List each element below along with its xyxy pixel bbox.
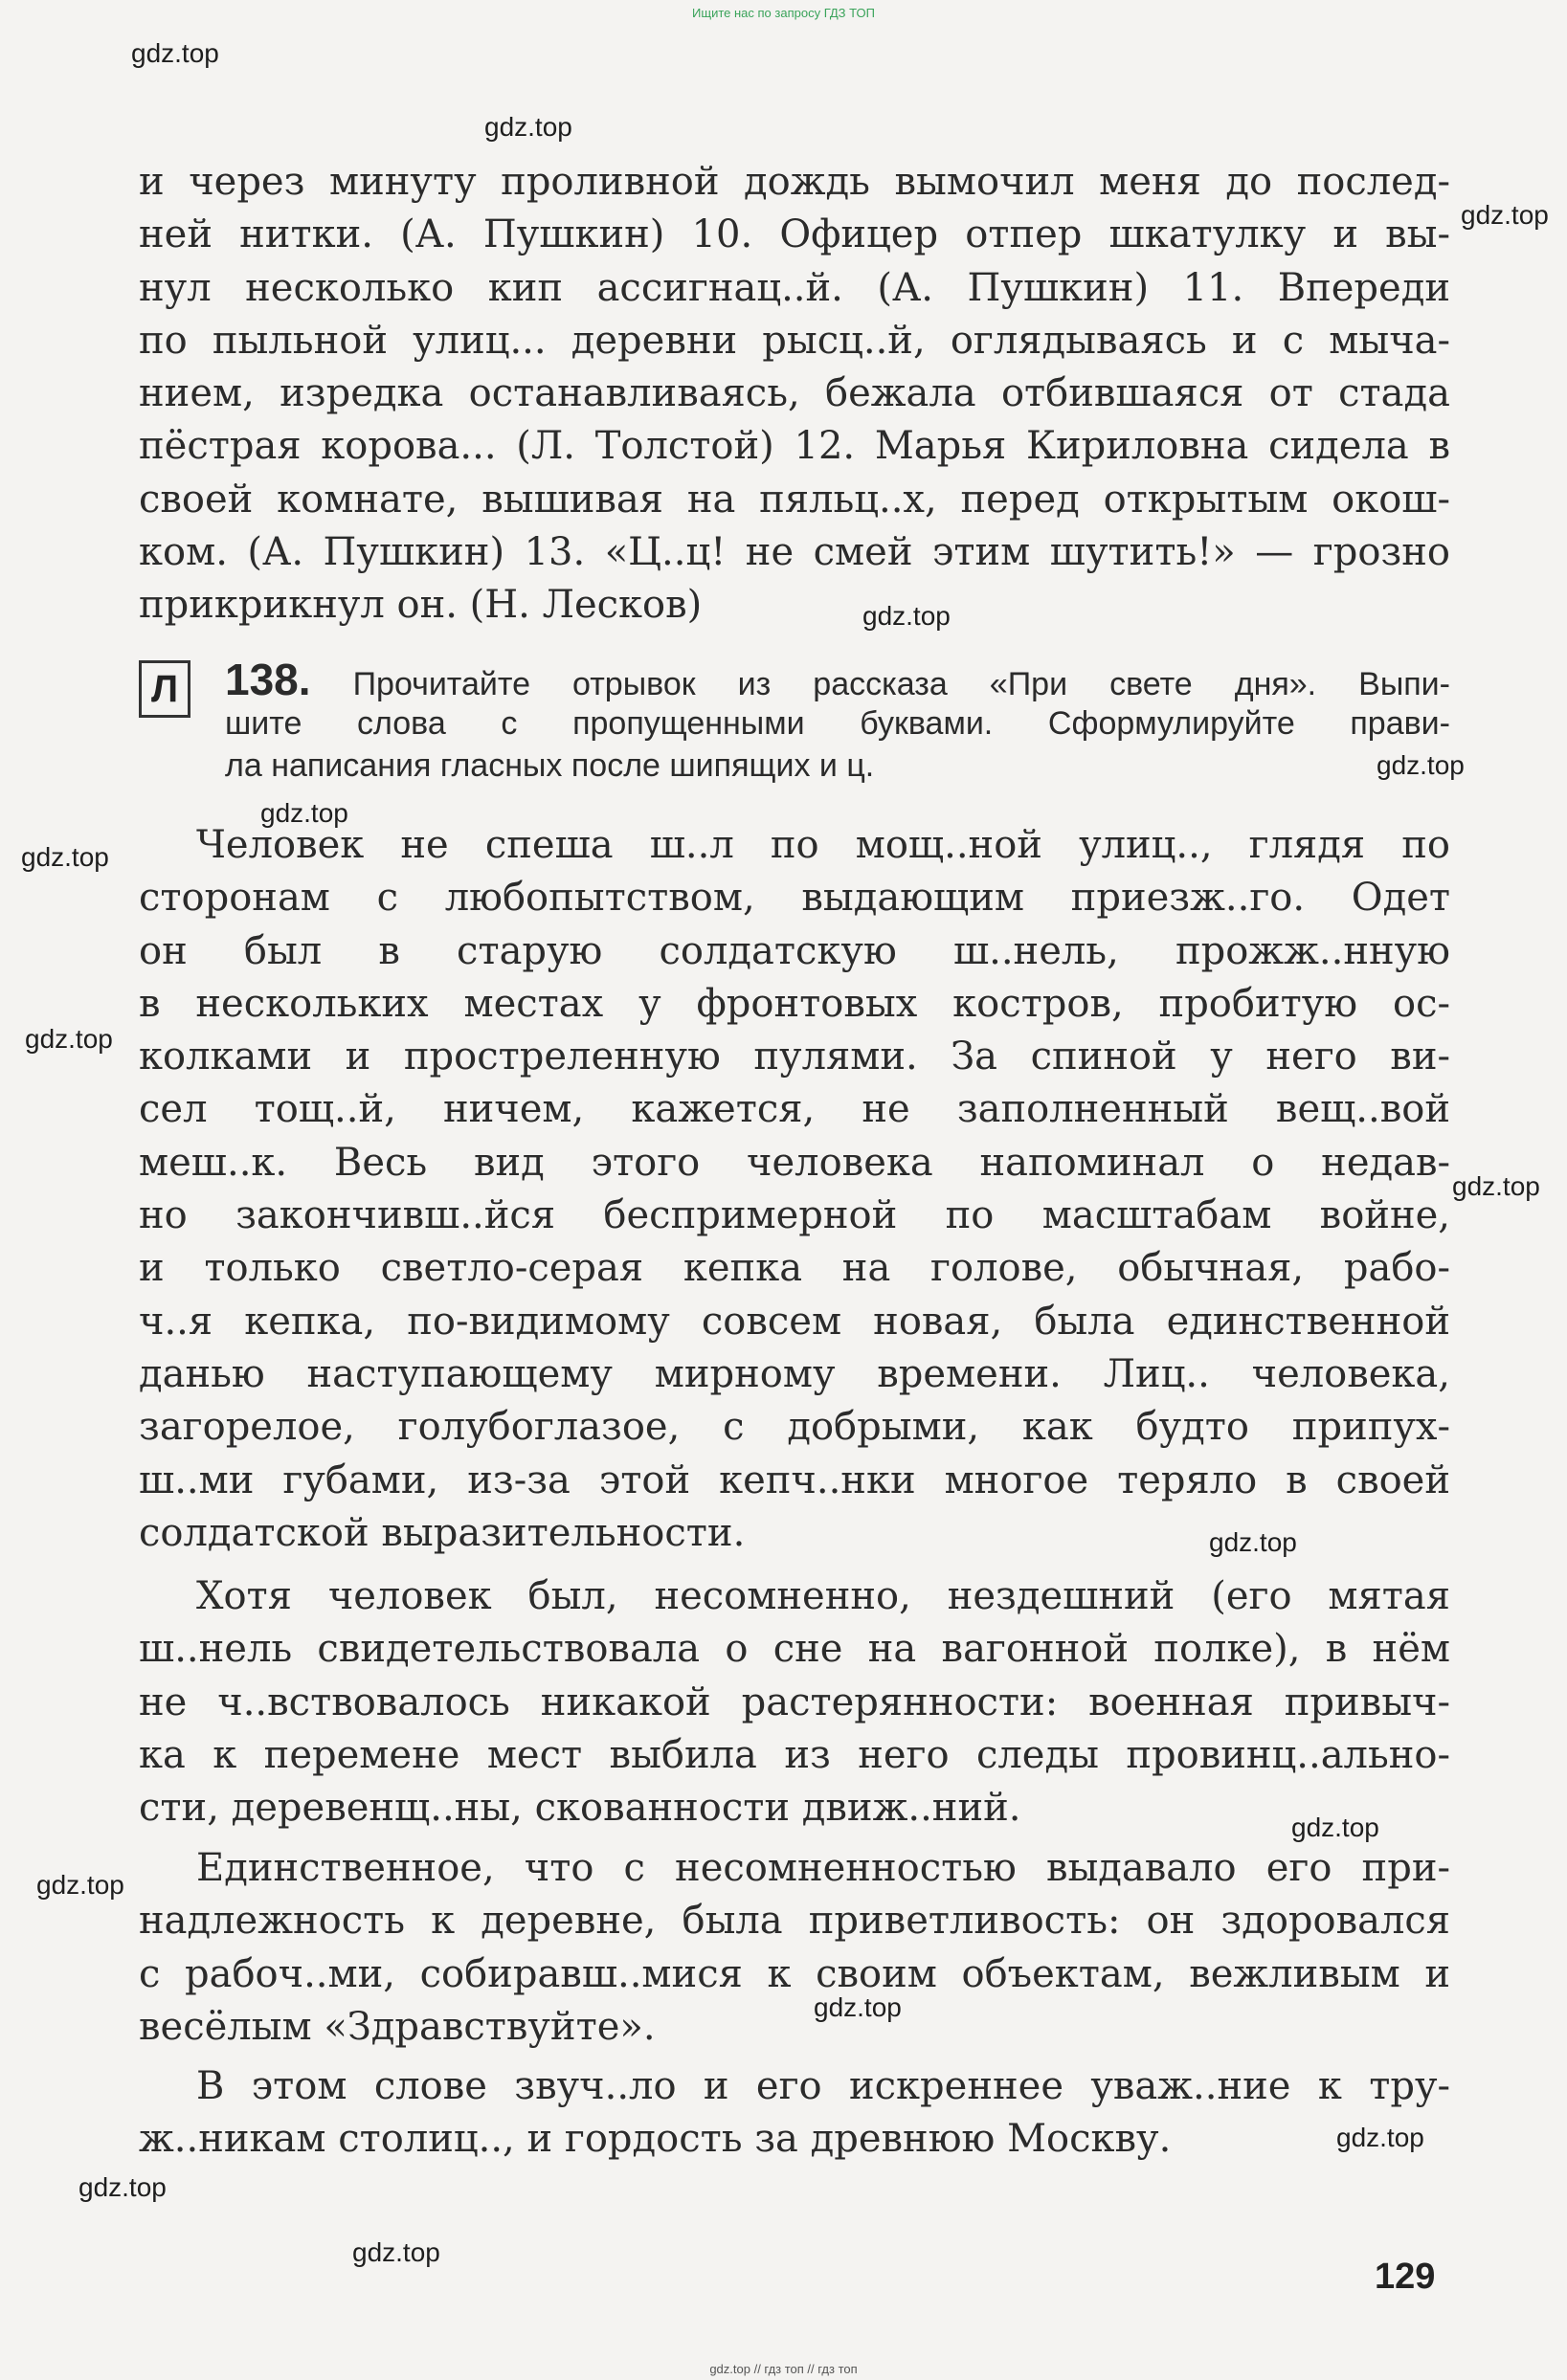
text-line: по пыльной улиц... деревни рысц..й, оглядываясь и с мыча- xyxy=(139,318,1450,363)
task-line: ла написания гласных после шипящих и ц. xyxy=(225,747,875,784)
text-line: ж..никам столиц.., и гордость за древнюю Москву. xyxy=(139,2117,1172,2162)
watermark: gdz.top xyxy=(1209,1527,1297,1557)
page-number: 129 xyxy=(1375,2257,1436,2297)
text-line: и через минуту проливной дождь вымочил меня до послед- xyxy=(139,160,1450,204)
task-text: Прочитайте отрывок из рассказа «При свете дня». Выпи- xyxy=(352,666,1450,702)
text-line: сторонам с любопытством, выдающим приезж..го. Одет xyxy=(139,876,1450,921)
watermark: gdz.top xyxy=(814,1992,902,2022)
watermark: gdz.top xyxy=(36,1870,124,1900)
text-line: прикрикнул он. (Н. Лесков) xyxy=(139,583,703,628)
text-line: и только светло-серая кепка на голове, обычная, рабо- xyxy=(139,1246,1450,1291)
text-line: солдатской выразительности. xyxy=(139,1510,746,1555)
top-banner: Ищите нас по запросу ГДЗ ТОП xyxy=(692,6,875,20)
paragraph xyxy=(139,1570,1450,1835)
task-line: шите слова с пропущенными буквами. Сформулируйте прави- xyxy=(225,705,1450,742)
watermark: gdz.top xyxy=(21,842,109,872)
task-type-letter-box: Л xyxy=(139,660,190,718)
text-line: Человек не спеша ш..л по мощ..ной улиц.., глядя по xyxy=(196,823,1450,867)
watermark: gdz.top xyxy=(352,2237,440,2267)
text-line: ч..я кепка, по-видимому совсем новая, была единственной xyxy=(139,1299,1450,1344)
text-line: но закончивш..йся беспримерной по масштабам войне, xyxy=(139,1193,1450,1238)
text-line: с рабоч..ми, собиравш..мися к своим объектам, вежливым и xyxy=(139,1951,1450,1996)
text-line: он был в старую солдатскую ш..нель, прожж..нную xyxy=(139,928,1450,973)
task-line-1 xyxy=(225,658,1450,702)
text-line: колками и простреленную пулями. За спиной у него ви- xyxy=(139,1034,1450,1079)
text-line: ш..ми губами, из-за этой кепч..нки многое теряло в своей xyxy=(139,1457,1450,1502)
paragraph xyxy=(139,1842,1450,2054)
text-line: ком. (А. Пушкин) 13. «Ц..ц! не смей этим шутить!» — грозно xyxy=(139,530,1450,575)
text-line: сел тощ..й, ничем, кажется, не заполненный вещ..вой xyxy=(139,1087,1450,1132)
text-line: сти, деревенщ..ны, скованности движ..ний. xyxy=(139,1786,1021,1831)
watermark: gdz.top xyxy=(1452,1171,1540,1201)
text-line: нием, изредка останавливаясь, бежала отбившаяся от стада xyxy=(139,371,1450,416)
text-line: В этом слове звуч..ло и его искреннее уваж..ние к тру- xyxy=(196,2064,1450,2108)
bottom-footer: gdz.top // гдз топ // гдз топ xyxy=(709,2362,858,2376)
task-instructions xyxy=(225,658,1450,787)
text-line: не ч..вствовалось никакой растерянности: военная привыч- xyxy=(139,1679,1450,1724)
text-line: весёлым «Здравствуйте». xyxy=(139,2004,656,2049)
watermark: gdz.top xyxy=(1461,200,1549,230)
text-line: данью наступающему мирному времени. Лиц.. человека, xyxy=(139,1351,1450,1396)
task-number: 138. xyxy=(225,658,311,702)
watermark: gdz.top xyxy=(1336,2123,1424,2152)
paragraph xyxy=(139,2060,1450,2167)
watermark: gdz.top xyxy=(484,112,572,142)
watermark: gdz.top xyxy=(862,601,951,631)
intro-text xyxy=(139,156,1450,633)
paragraph xyxy=(139,819,1450,1560)
text-line: ш..нель свидетельствовала о сне на вагонной полке), в нём xyxy=(139,1627,1450,1672)
text-line: меш..к. Весь вид этого человека напоминал о недав- xyxy=(139,1140,1450,1185)
watermark: gdz.top xyxy=(1291,1813,1379,1842)
text-line: нул несколько кип ассигнац..й. (А. Пушкин) 11. Впереди xyxy=(139,265,1450,310)
text-line: пёстрая корова... (Л. Толстой) 12. Марья Кириловна сидела в xyxy=(139,424,1450,469)
watermark: gdz.top xyxy=(78,2172,167,2202)
text-line: загорелое, голубоглазое, с добрыми, как будто припух- xyxy=(139,1405,1450,1450)
watermark: gdz.top xyxy=(260,798,348,828)
watermark: gdz.top xyxy=(1377,750,1465,780)
text-line: в нескольких местах у фронтовых костров, пробитую ос- xyxy=(139,981,1450,1026)
watermark: gdz.top xyxy=(25,1024,113,1054)
text-line: ка к перемене мест выбила из него следы провинц..альнo- xyxy=(139,1732,1450,1777)
text-line: Единственное, что с несомненностью выдавало его при- xyxy=(196,1846,1450,1890)
watermark: gdz.top xyxy=(131,38,219,68)
text-line: Хотя человек был, несомненно, нездешний (его мятая xyxy=(196,1574,1450,1618)
text-line: надлежность к деревне, была приветливость: он здоровался xyxy=(139,1899,1450,1944)
text-line: ней нитки. (А. Пушкин) 10. Офицер отпер шкатулку и вы- xyxy=(139,212,1450,257)
text-line: своей комнате, вышивая на пяльц..х, перед открытым окош- xyxy=(139,477,1450,522)
